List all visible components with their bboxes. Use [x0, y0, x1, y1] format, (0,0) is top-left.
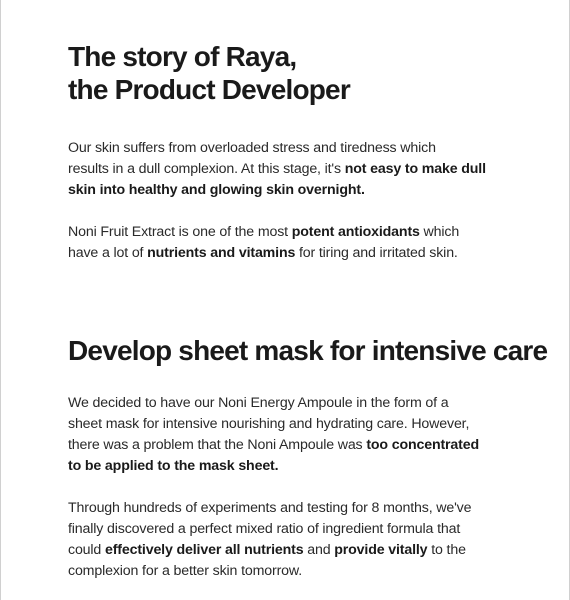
text-run: for tiring and irritated skin.	[295, 245, 458, 261]
mask-paragraph-2	[68, 498, 538, 582]
text-line: Through hundreds of experiments and testing for 8 months, we've	[68, 500, 472, 516]
text-line: We decided to have our Noni Energy Ampoule in the form of a	[68, 395, 449, 411]
emphasis-text: provide vitally	[334, 542, 428, 558]
story-paragraph-2	[68, 222, 538, 264]
text-run: there was a problem that the Noni Ampoule was	[68, 437, 367, 453]
text-line	[68, 222, 538, 243]
text-run: Noni Fruit Extract is one of the most	[68, 224, 292, 240]
emphasis-text: effectively deliver all nutrients	[104, 542, 304, 558]
text-run: could	[68, 542, 105, 558]
section-title-story	[68, 40, 538, 106]
section-title-sheet-mask	[68, 334, 548, 367]
text-run: have a lot of	[68, 245, 148, 261]
text-line	[68, 180, 538, 201]
emphasis-text: to be applied to the mask sheet.	[68, 458, 279, 474]
title-line: The story of Raya,	[68, 41, 297, 72]
paragraph-gap	[68, 477, 538, 498]
text-line: Our skin suffers from overloaded stress and tiredness which	[68, 140, 436, 156]
section-gap	[68, 264, 538, 334]
text-run: and	[303, 542, 335, 558]
text-line	[68, 159, 538, 180]
text-run: results in a dull complexion. At this stage, it's	[68, 161, 345, 177]
text-line: complexion for a better skin tomorrow.	[68, 563, 303, 579]
text-line: finally discovered a perfect mixed ratio of ingredient formula that	[68, 521, 461, 537]
title-line: Develop sheet mask for intensive care	[68, 335, 548, 366]
emphasis-text: too concentrated	[366, 437, 479, 453]
story-paragraph-1	[68, 138, 538, 201]
text-line	[68, 540, 538, 561]
text-line	[68, 243, 538, 264]
text-line: sheet mask for intensive nourishing and hydrating care. However,	[68, 416, 470, 432]
title-line: the Product Developer	[68, 74, 350, 105]
article-content	[68, 40, 548, 582]
emphasis-text: not easy to make dull	[344, 161, 486, 177]
text-line	[68, 456, 538, 477]
text-run: which	[419, 224, 460, 240]
emphasis-text: skin into healthy and glowing skin overnight.	[68, 182, 365, 198]
emphasis-text: potent antioxidants	[291, 224, 420, 240]
mask-paragraph-1	[68, 393, 538, 477]
paragraph-gap	[68, 201, 538, 222]
emphasis-text: nutrients and vitamins	[147, 245, 296, 261]
text-run: to the	[427, 542, 466, 558]
text-line	[68, 435, 538, 456]
